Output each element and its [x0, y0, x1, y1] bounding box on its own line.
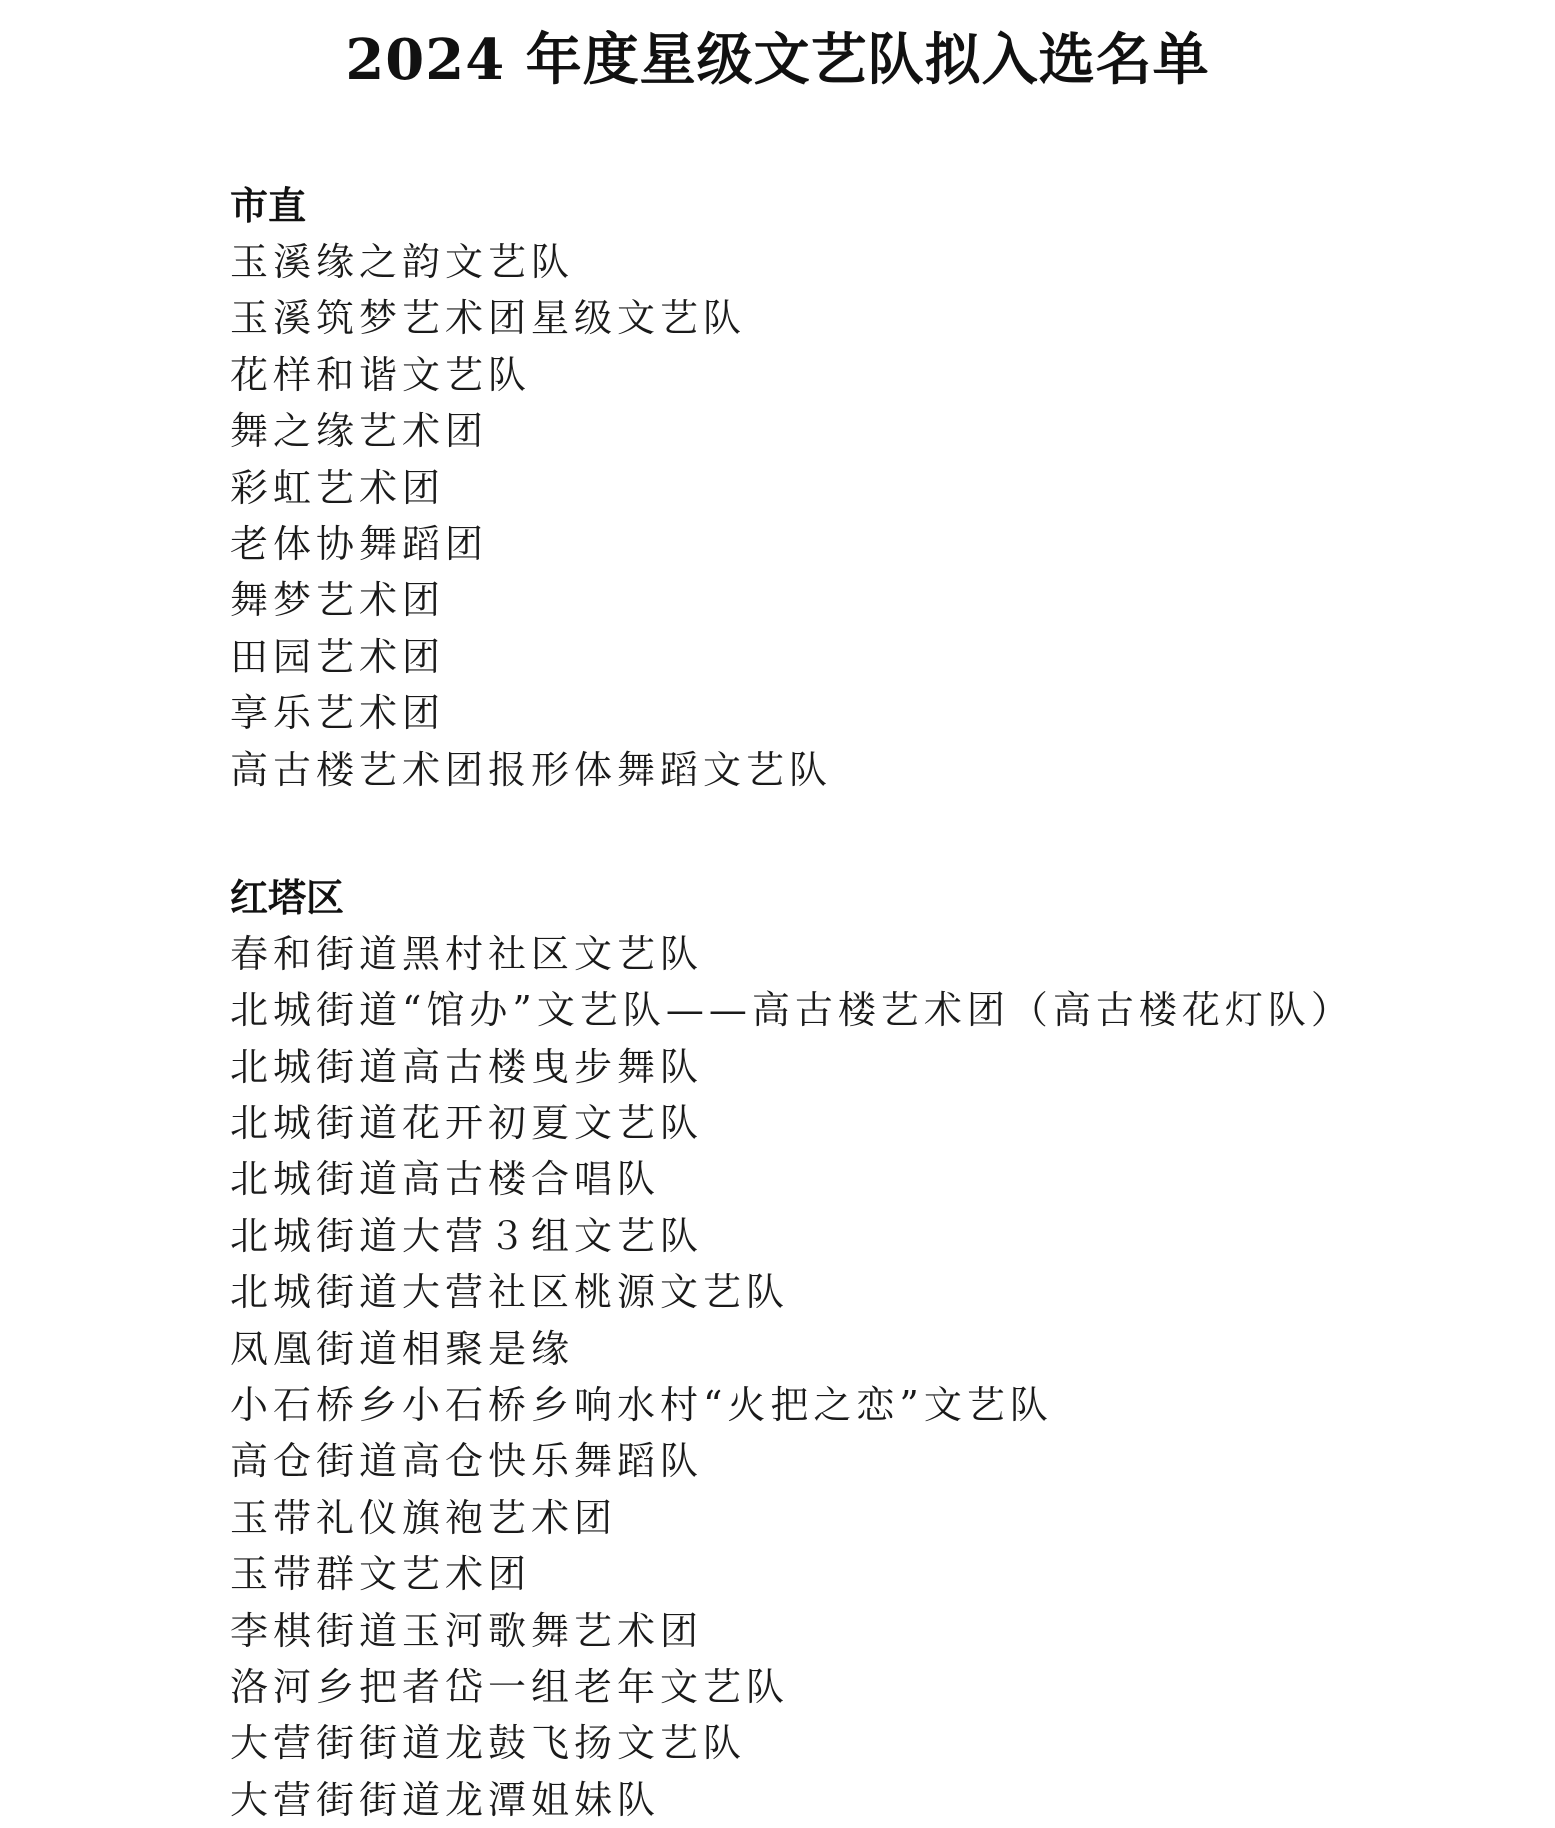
- list-item: 彩虹艺术团: [230, 465, 446, 510]
- list-item: 高仓街道高仓快乐舞蹈队: [230, 1439, 704, 1484]
- list-item: 玉溪缘之韵文艺队: [230, 240, 575, 284]
- list-item: 玉溪筑梦艺术团星级文艺队: [230, 296, 747, 341]
- list-item: 大营街街道龙鼓飞扬文艺队: [230, 1721, 747, 1766]
- section-city-direct: [230, 178, 1530, 798]
- section-heading: 市直: [230, 184, 307, 228]
- section-hongta-district: [230, 870, 1530, 1828]
- list-item: 小石桥乡小石桥乡响水村“火把之恋”文艺队: [230, 1383, 1053, 1428]
- list-item: 洛河乡把者岱一组老年文艺队: [230, 1664, 790, 1709]
- list-item: 北城街道高古楼曳步舞队: [230, 1044, 704, 1089]
- section-spacer: [230, 798, 1530, 870]
- list-item: 田园艺术团: [230, 634, 446, 679]
- list-item: 春和街道黑村社区文艺队: [230, 931, 704, 976]
- list-item: 花样和谐文艺队: [230, 352, 532, 397]
- entry-list: [230, 926, 1530, 1828]
- entry-list: [230, 234, 1530, 798]
- list-item: 北城街道大营３组文艺队: [230, 1213, 704, 1258]
- list-item: 凤凰街道相聚是缘: [230, 1326, 575, 1371]
- list-item: 玉带群文艺术团: [230, 1552, 532, 1597]
- document-body: [230, 178, 1530, 1828]
- list-item: 玉带礼仪旗袍艺术团: [230, 1495, 618, 1540]
- page-title: 2024 年度星级文艺队拟入选名单: [345, 27, 1210, 93]
- list-item: 李棋街道玉河歌舞艺术团: [230, 1608, 704, 1653]
- list-item: 享乐艺术团: [230, 691, 446, 736]
- section-heading: 红塔区: [230, 875, 345, 920]
- list-item: 舞之缘艺术团: [230, 409, 489, 454]
- list-item: 舞梦艺术团: [230, 578, 446, 623]
- list-item: 北城街道“馆办”文艺队——高古楼艺术团（高古楼花灯队）: [230, 988, 1354, 1033]
- list-item: 北城街道大营社区桃源文艺队: [230, 1270, 790, 1315]
- list-item: 大营街街道龙潭姐妹队: [230, 1777, 661, 1822]
- list-item: 北城街道高古楼合唱队: [230, 1157, 661, 1202]
- list-item: 北城街道花开初夏文艺队: [230, 1101, 704, 1146]
- list-item: 老体协舞蹈团: [230, 521, 489, 566]
- list-item: 高古楼艺术团报形体舞蹈文艺队: [230, 747, 833, 792]
